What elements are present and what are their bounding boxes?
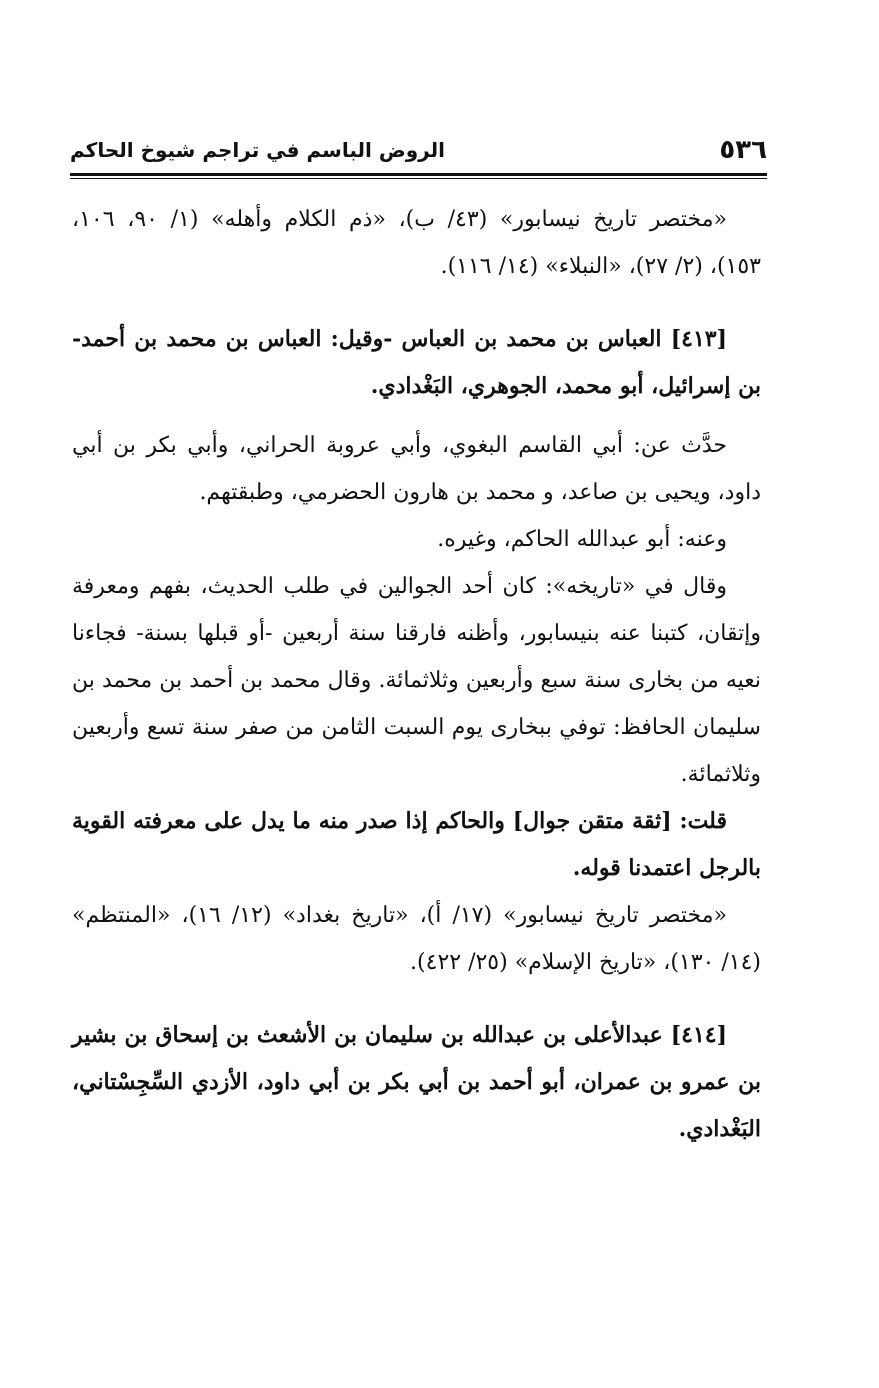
author-comment-paragraph: قلت: [ثقة متقن جوال] والحاكم إذا صدر منه ما يدل على معرفته القوية بالرجل اعتمدنا قوله. [72,808,761,881]
page-number: ٥٣٦ [719,135,767,165]
page-body [72,196,761,1153]
sources-paragraph-413: «مختصر تاريخ نيسابور» (١٧/ أ)، «تاريخ بغداد» (١٢/ ١٦)، «المنتظم» (١٤/ ١٣٠)، «تاريخ الإسلام» (٢٥/ ٤٢٢). [72,903,761,975]
running-title: الروض الباسم في تراجم شيوخ الحاكم [70,138,445,162]
header-rule-thick [70,173,767,176]
entry-heading-413: [٤١٣] العباس بن محمد بن العباس -وقيل: العباس بن محمد بن أحمد- بن إسرائيل، أبو محمد، الجوهري، البَغْدادي. [72,326,761,399]
entry-separator [72,986,761,1012]
entry-heading-414: [٤١٤] عبدالأعلى بن عبدالله بن سليمان بن الأشعث بن إسحاق بن بشير بن عمرو بن عمران، أبو أحمد بن أبي بكر بن أبي داود، الأزدي السِّجِسْتاني، البَغْدادي. [72,1022,761,1142]
header-rule-thin [70,178,767,179]
sources-paragraph-previous: «مختصر تاريخ نيسابور» (٤٣/ ب)، «ذم الكلام وأهله» (١/ ٩٠، ١٠٦، ١٥٣)، (٢/ ٢٧)، «النبلاء» (١٤/ ١١٦). [72,207,761,279]
teachers-paragraph: حدَّث عن: أبي القاسم البغوي، وأبي عروبة الحراني، وأبي بكر بن أبي داود، ويحيى بن صاعد، و محمد بن هارون الحضرمي، وطبقتهم. [72,433,761,505]
paragraph-spacer [72,410,761,422]
page-header [70,130,767,170]
students-paragraph: وعنه: أبو عبدالله الحاكم، وغيره. [437,527,727,552]
history-quote-paragraph: وقال في «تاريخه»: كان أحد الجوالين في طلب الحديث، بفهم ومعرفة وإتقان، كتبنا عنه بنيسابور، وأظنه فارقنا سنة أربعين -أو قبلها بسنة- فجاءنا نعيه من بخارى سنة سبع وأربعين وثلاثمائة. وقال محمد بن أحمد بن محمد بن سليمان الحافظ: توفي ببخارى يوم السبت الثامن من صفر سنة تسع وأربعين وثلاثمائة. [72,574,761,787]
entry-separator [72,290,761,316]
